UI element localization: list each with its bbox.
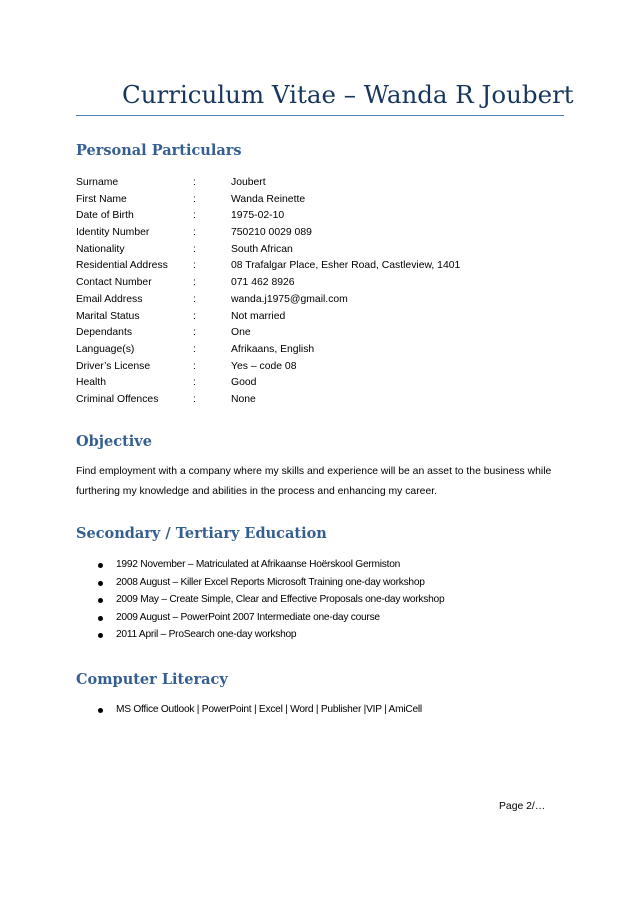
personal-particulars-table [76,175,556,409]
particulars-separator: : [193,243,196,255]
education-item-text: 2008 August – Killer Excel Reports Microsoft Training one-day workshop [116,576,425,588]
particulars-value: Joubert [231,177,266,188]
particulars-label: Surname [76,177,119,188]
particulars-value: 750210 0029 089 [231,227,312,239]
particulars-separator: : [193,227,196,239]
page-number: Page 2/… [499,801,546,812]
particulars-separator: : [193,193,196,205]
education-item-text: 2009 August – PowerPoint 2007 Intermediate one-day course [116,611,380,623]
particulars-value: 1975-02-10 [231,210,285,222]
particulars-label: Language(s) [76,343,135,355]
particulars-separator: : [193,210,196,222]
particulars-separator: : [193,393,196,405]
particulars-separator: : [193,177,196,188]
bullet-icon [98,633,103,638]
particulars-separator: : [193,293,196,305]
particulars-row-contact-number [76,275,556,292]
bullet-icon [98,598,103,603]
document-title: Curriculum Vitae – Wanda R Joubert [122,80,574,109]
particulars-value: Wanda Reinette [231,193,306,205]
bullet-icon [98,563,103,568]
particulars-separator: : [193,277,196,289]
particulars-value: 071 462 8926 [231,277,295,289]
particulars-separator: : [193,260,196,272]
particulars-label: Residential Address [76,260,168,272]
objective-heading: Objective [76,433,152,450]
particulars-separator: : [193,310,196,322]
particulars-value: wanda.j1975@gmail.com [231,293,348,305]
particulars-label: Criminal Offences [76,393,159,405]
particulars-value: South African [231,243,293,255]
particulars-row-first-name [76,192,556,209]
education-item-text: 2011 April – ProSearch one-day workshop [116,629,297,640]
education-item-text: 2009 May – Create Simple, Clear and Effective Proposals one-day workshop [116,594,445,605]
particulars-value: Afrikaans, English [231,343,315,355]
particulars-row-email-address [76,292,556,309]
particulars-value: 08 Trafalgar Place, Esher Road, Castleview, 1401 [231,260,461,272]
particulars-row-criminal-offences [76,392,556,409]
particulars-label: Dependants [76,327,133,339]
particulars-label: First Name [76,193,127,205]
particulars-row-nationality [76,242,556,259]
objective-text: Find employment with a company where my skills and experience will be an asset to the business while furthering my knowledge and abilities in the process and enhancing my career. [76,466,552,497]
particulars-row-surname [76,175,556,192]
education-item-text: 1992 November – Matriculated at Afrikaanse Hoërskool Germiston [116,559,401,570]
personal-particulars-heading: Personal Particulars [76,142,242,159]
particulars-row-residential-address [76,258,556,275]
bullet-icon [98,581,103,586]
particulars-label: Marital Status [76,310,140,322]
particulars-label: Contact Number [76,277,152,289]
particulars-row-health [76,375,556,392]
computer-literacy-heading: Computer Literacy [76,671,228,688]
particulars-value: Yes – code 08 [231,360,297,372]
particulars-row-drivers-license [76,359,556,376]
education-heading: Secondary / Tertiary Education [76,525,327,542]
particulars-label: Driver’s License [76,360,151,372]
particulars-row-dependants [76,325,556,342]
particulars-separator: : [193,377,196,389]
particulars-label: Nationality [76,243,125,255]
bullet-icon [98,708,103,713]
title-underline [76,115,564,116]
particulars-row-languages [76,342,556,359]
particulars-row-identity-number [76,225,556,242]
particulars-separator: : [193,327,196,339]
particulars-value: Good [231,377,257,389]
bullet-icon [98,616,103,621]
particulars-label: Date of Birth [76,210,134,222]
particulars-value: Not married [231,310,286,322]
particulars-label: Identity Number [76,227,150,239]
particulars-separator: : [193,343,196,355]
computer-literacy-item-text: MS Office Outlook | PowerPoint | Excel | Word | Publisher |VIP | AmiCell [116,704,422,715]
particulars-separator: : [193,360,196,372]
particulars-row-marital-status [76,309,556,326]
particulars-row-date-of-birth [76,208,556,225]
particulars-label: Email Address [76,293,143,305]
particulars-label: Health [76,377,107,389]
particulars-value: None [231,393,256,405]
particulars-value: One [231,327,251,339]
